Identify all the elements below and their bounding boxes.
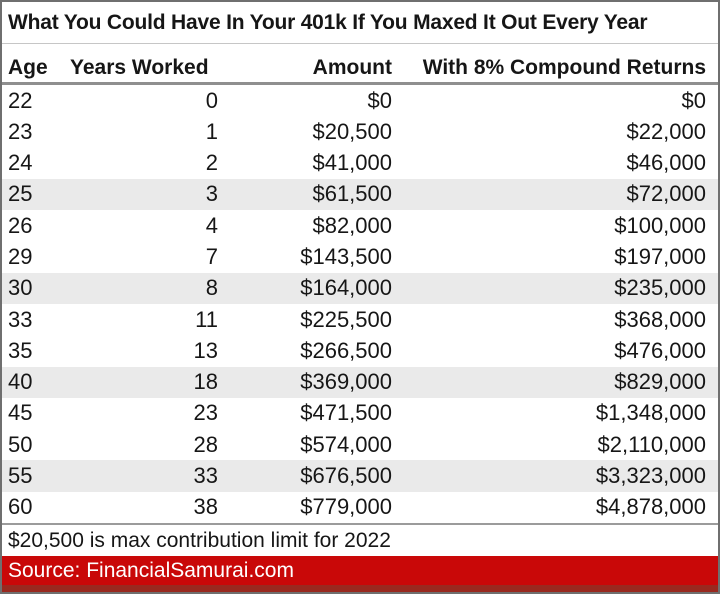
cell-years-worked: 4 — [205, 212, 218, 238]
table-row — [2, 460, 718, 491]
cell-returns: $72,000 — [626, 181, 706, 207]
table-row — [2, 85, 718, 116]
cell-years-worked: 0 — [205, 87, 218, 113]
table-body — [2, 85, 718, 523]
table-row — [2, 429, 718, 460]
column-header-years: Years Worked — [70, 56, 209, 79]
cell-amount: $369,000 — [300, 369, 392, 395]
cell-returns: $46,000 — [626, 150, 706, 176]
cell-age: 29 — [8, 244, 33, 270]
cell-returns: $1,348,000 — [595, 400, 706, 426]
cell-age: 50 — [8, 431, 33, 457]
table-header — [2, 44, 718, 85]
cell-amount: $82,000 — [312, 212, 392, 238]
table-row — [2, 148, 718, 179]
cell-amount: $0 — [367, 87, 392, 113]
cell-returns: $100,000 — [614, 212, 706, 238]
cell-years-worked: 1 — [205, 118, 218, 144]
table-row — [2, 241, 718, 272]
cell-returns: $4,878,000 — [595, 494, 706, 520]
cell-age: 40 — [8, 369, 33, 395]
table-row — [2, 210, 718, 241]
table-row — [2, 116, 718, 147]
cell-amount: $20,500 — [312, 118, 392, 144]
cell-years-worked: 2 — [205, 150, 218, 176]
cell-returns: $2,110,000 — [597, 431, 706, 457]
column-header-age: Age — [8, 56, 48, 79]
cell-returns: $476,000 — [614, 337, 706, 363]
cell-age: 45 — [8, 400, 33, 426]
cell-years-worked: 18 — [193, 369, 218, 395]
cell-years-worked: 13 — [193, 337, 218, 363]
cell-years-worked: 33 — [193, 463, 218, 489]
cell-amount: $779,000 — [300, 494, 392, 520]
table-row — [2, 273, 718, 304]
contribution-limit-note: $20,500 is max contribution limit for 2022 — [2, 523, 718, 556]
cell-years-worked: 8 — [205, 275, 218, 301]
cell-age: 25 — [8, 181, 33, 207]
column-header-amount: Amount — [312, 56, 392, 79]
cell-age: 35 — [8, 337, 33, 363]
cell-age: 22 — [8, 87, 33, 113]
cell-amount: $574,000 — [300, 431, 392, 457]
cell-returns: $235,000 — [614, 275, 706, 301]
cell-amount: $266,500 — [300, 337, 392, 363]
cell-age: 26 — [8, 212, 33, 238]
cell-amount: $61,500 — [312, 181, 392, 207]
cell-returns: $3,323,000 — [595, 463, 706, 489]
source-bar: Source: FinancialSamurai.com — [2, 556, 718, 592]
cell-years-worked: 23 — [193, 400, 218, 426]
table-row — [2, 179, 718, 210]
table-row — [2, 492, 718, 523]
cell-amount: $164,000 — [300, 275, 392, 301]
cell-years-worked: 11 — [195, 306, 218, 332]
cell-amount: $225,500 — [300, 306, 392, 332]
table-row — [2, 335, 718, 366]
column-header-returns: With 8% Compound Returns — [422, 56, 706, 79]
cell-age: 60 — [8, 494, 33, 520]
cell-returns: $829,000 — [614, 369, 706, 395]
cell-amount: $676,500 — [300, 463, 392, 489]
cell-returns: $197,000 — [614, 244, 706, 270]
cell-years-worked: 38 — [193, 494, 218, 520]
cell-amount: $471,500 — [300, 400, 392, 426]
cell-age: 30 — [8, 275, 33, 301]
table-row — [2, 304, 718, 335]
cell-amount: $41,000 — [312, 150, 392, 176]
page-title: What You Could Have In Your 401k If You Maxed It Out Every Year — [2, 2, 718, 44]
cell-returns: $368,000 — [614, 306, 706, 332]
cell-amount: $143,500 — [300, 244, 392, 270]
table-row — [2, 367, 718, 398]
cell-age: 55 — [8, 463, 33, 489]
table-row — [2, 398, 718, 429]
cell-returns: $22,000 — [626, 118, 706, 144]
cell-age: 24 — [8, 150, 33, 176]
cell-age: 33 — [8, 306, 33, 332]
cell-years-worked: 28 — [193, 431, 218, 457]
cell-years-worked: 3 — [205, 181, 218, 207]
cell-age: 23 — [8, 118, 33, 144]
cell-years-worked: 7 — [205, 244, 218, 270]
cell-returns: $0 — [681, 87, 706, 113]
